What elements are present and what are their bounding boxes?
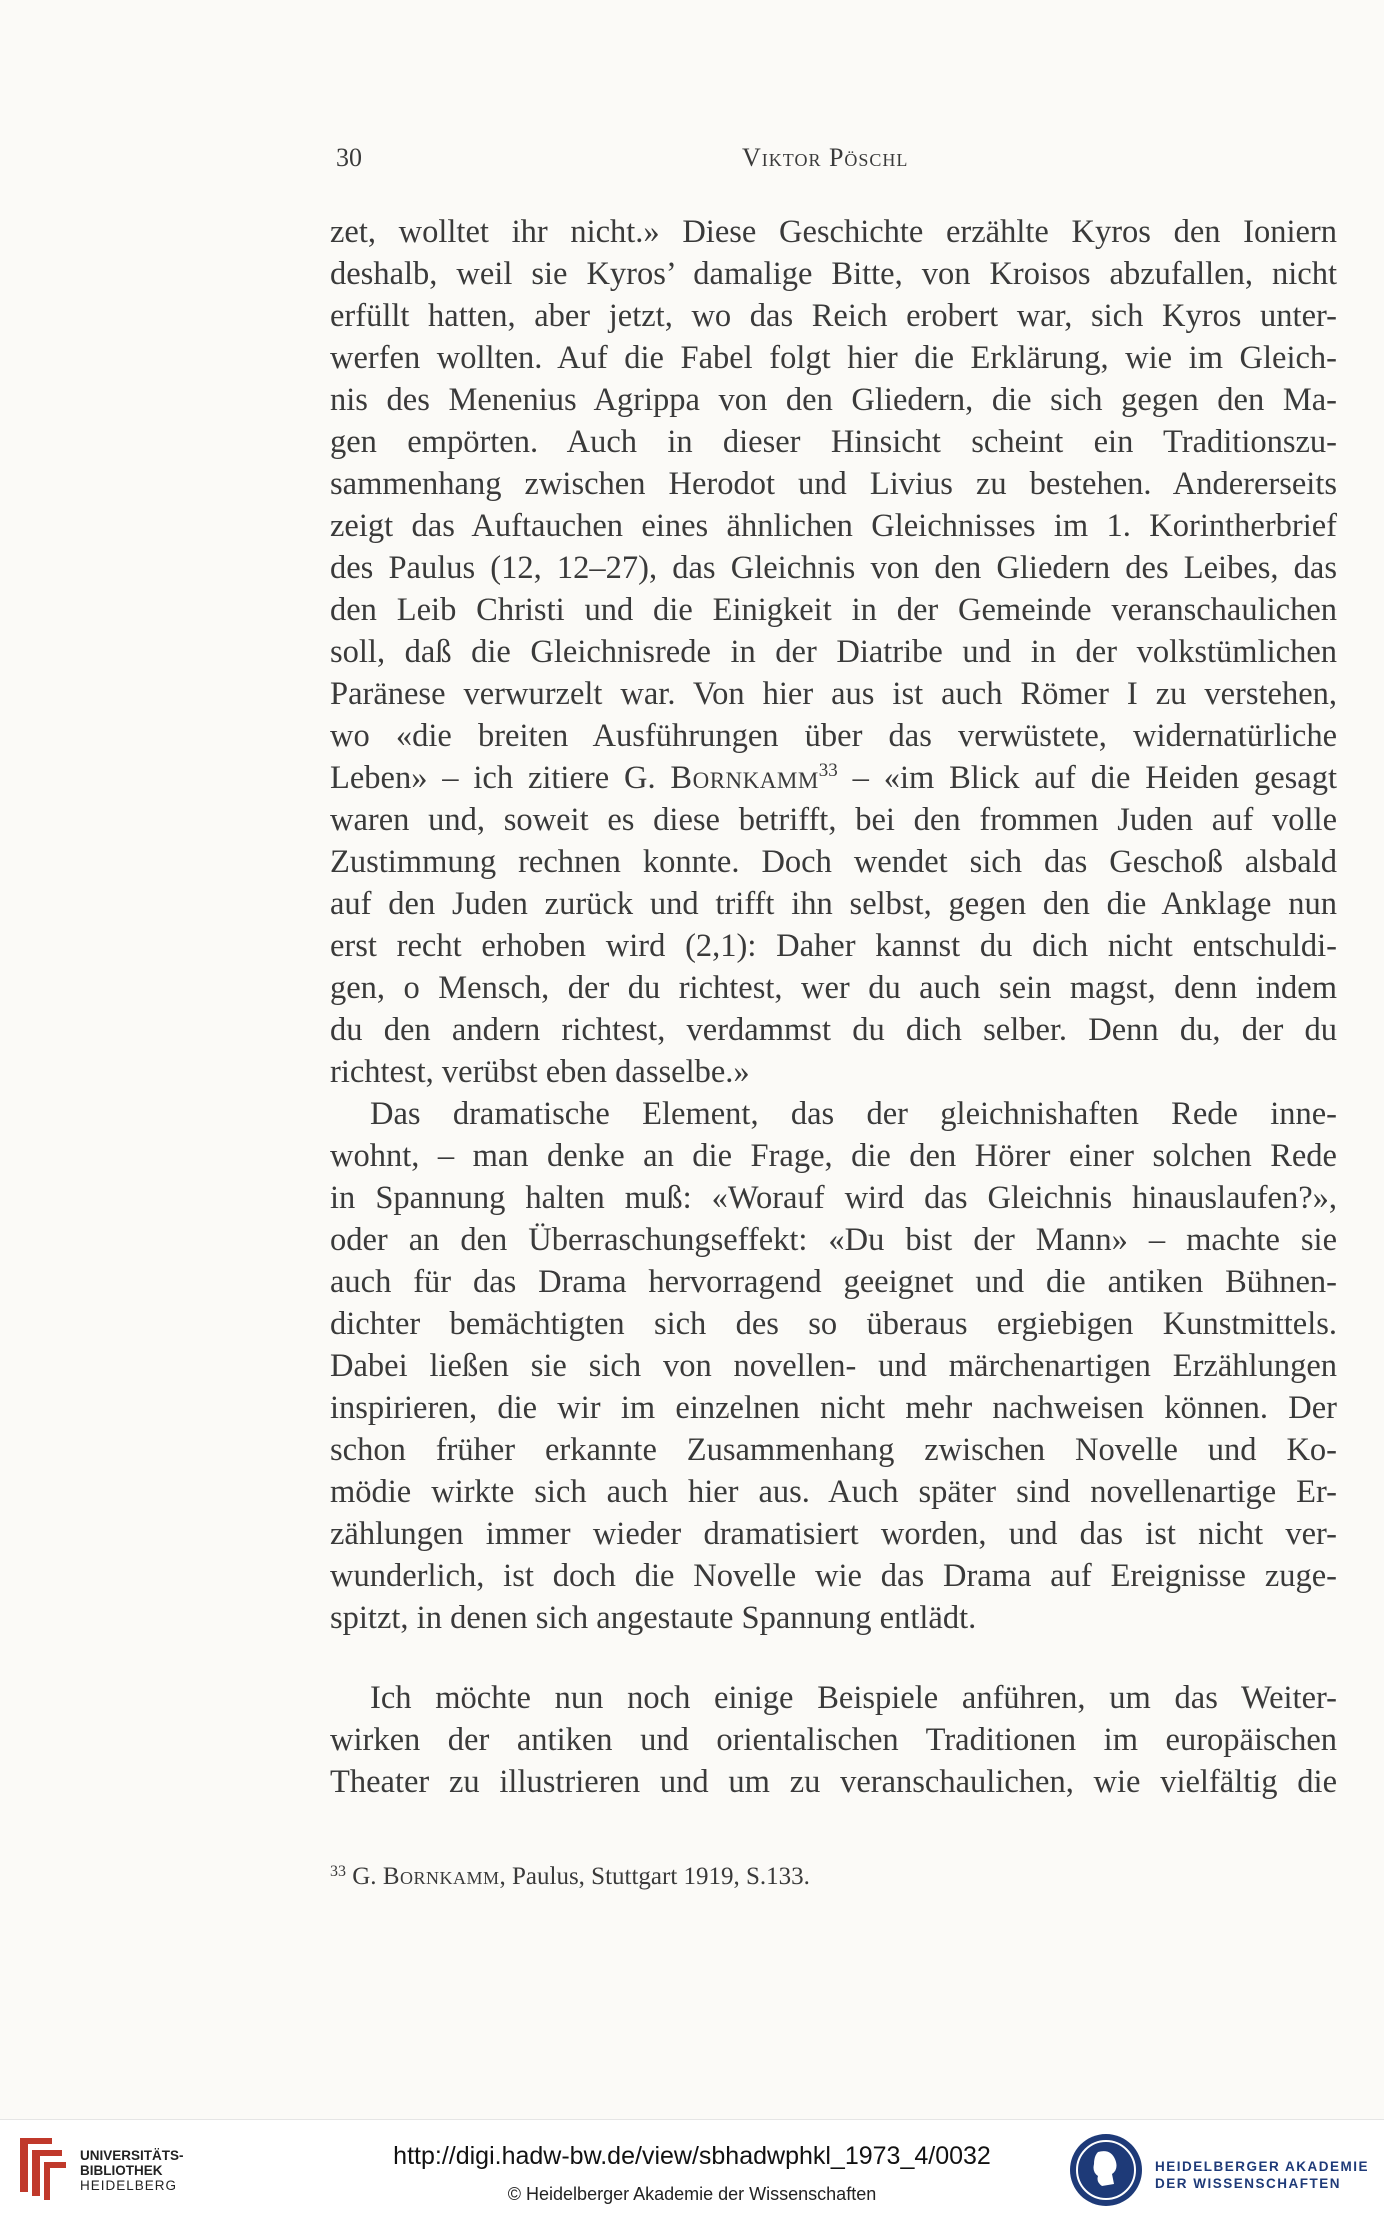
- library-name-line: UNIVERSITÄTS-: [80, 2148, 184, 2163]
- text-line: soll, daß die Gleichnisrede in der Diatribe und in der volkstümlichen: [330, 634, 1337, 670]
- paragraph-line: Das dramatische Element, das der gleichnishaften Rede inne-: [370, 1096, 1337, 1132]
- academy-seal-icon: [1068, 2132, 1144, 2208]
- text-line: des Paulus (12, 12–27), das Gleichnis von den Gliedern des Leibes, das: [330, 550, 1337, 586]
- copyright-notice: © Heidelberger Akademie der Wissenschaften: [507, 2184, 877, 2204]
- text-line: zeigt das Auftauchen eines ähnlichen Gleichnisses im 1. Korintherbrief: [330, 508, 1337, 544]
- paragraph-line: Theater zu illustrieren und um zu veranschaulichen, wie vielfältig die: [330, 1764, 1337, 1800]
- paragraph-line: wohnt, – man denke an die Frage, die den Hörer einer solchen Rede: [330, 1138, 1337, 1174]
- academy-name-line: DER WISSENSCHAFTEN: [1155, 2176, 1342, 2191]
- paragraph-line: mödie wirkte sich auch hier aus. Auch später sind novellenartige Er-: [330, 1474, 1337, 1510]
- footnote-initial: G.: [352, 1863, 383, 1890]
- text-line: gen, o Mensch, der du richtest, wer du auch sein magst, denn indem: [330, 970, 1337, 1006]
- text-line: wo «die breiten Ausführungen über das verwüstete, widernatürliche: [330, 718, 1337, 754]
- paragraph-line: wunderlich, ist doch die Novelle wie das Drama auf Ereignisse zuge-: [330, 1558, 1337, 1594]
- paragraph-line: oder an den Überraschungseffekt: «Du bist der Mann» – machte sie: [330, 1222, 1337, 1258]
- main-text: [330, 211, 1337, 1639]
- text-line: erst recht erhoben wird (2,1): Daher kannst du dich nicht entschuldi-: [330, 928, 1337, 964]
- text-line: erfüllt hatten, aber jetzt, wo das Reich erobert war, sich Kyros unter-: [330, 298, 1337, 334]
- text-line: den Leib Christi und die Einigkeit in der Gemeinde veranschaulichen: [330, 592, 1337, 628]
- footnote-reference: 33: [818, 760, 838, 781]
- text-segment: Leben» – ich zitiere G.: [330, 760, 671, 796]
- paragraph-line: schon früher erkannte Zusammenhang zwischen Novelle und Ko-: [330, 1432, 1337, 1468]
- text-line: deshalb, weil sie Kyros’ damalige Bitte, von Kroisos abzufallen, nicht: [330, 256, 1337, 292]
- final-paragraph: [330, 1677, 1337, 1803]
- text-line: du den andern richtest, verdammst du dich selber. Denn du, der du: [330, 1012, 1337, 1048]
- text-line: waren und, soweit es diese betrifft, bei den frommen Juden auf volle: [330, 802, 1337, 838]
- text-line: gen empörten. Auch in dieser Hinsicht scheint ein Traditionszu-: [330, 424, 1337, 460]
- page-number: 30: [336, 143, 362, 172]
- paragraph-line: Ich möchte nun noch einige Beispiele anführen, um das Weiter-: [370, 1680, 1337, 1716]
- academy-name-line: HEIDELBERGER AKADEMIE: [1155, 2159, 1370, 2174]
- text-line: zet, wolltet ihr nicht.» Diese Geschichte erzählte Kyros den Ioniern: [330, 214, 1337, 250]
- permalink-url[interactable]: http://digi.hadw-bw.de/view/sbhadwphkl_1973_4/0032: [393, 2142, 991, 2170]
- library-name-line: BIBLIOTHEK: [80, 2163, 163, 2178]
- paragraph-line: spitzt, in denen sich angestaute Spannung entlädt.: [330, 1600, 977, 1636]
- paragraph-line: wirken der antiken und orientalischen Traditionen im europäischen: [330, 1722, 1337, 1758]
- text-line: werfen wollten. Auf die Fabel folgt hier die Erklärung, wie im Gleich-: [330, 340, 1337, 376]
- text-line: Paränese verwurzelt war. Von hier aus ist auch Römer I zu verstehen,: [330, 676, 1337, 712]
- text-line-bornkamm: [330, 757, 1337, 799]
- footer-bar: [0, 2119, 1384, 2220]
- footnote: [330, 1860, 810, 1894]
- text-line: sammenhang zwischen Herodot und Livius zu bestehen. Andererseits: [330, 466, 1337, 502]
- footnote-text: , Paulus, Stuttgart 1919, S.133.: [499, 1863, 810, 1890]
- paragraph-line: auch für das Drama hervorragend geeignet und die antiken Bühnen-: [330, 1264, 1337, 1300]
- text-line: richtest, verübst eben dasselbe.»: [330, 1054, 750, 1090]
- text-line: Zustimmung rechnen konnte. Doch wendet sich das Geschoß alsbald: [330, 844, 1337, 880]
- text-line: auf den Juden zurück und trifft ihn selbst, gegen den die Anklage nun: [330, 886, 1337, 922]
- author-name: Bornkamm: [670, 760, 819, 796]
- academy-name: [1155, 2158, 1369, 2192]
- paragraph-line: Dabei ließen sie sich von novellen- und märchenartigen Erzählungen: [330, 1348, 1337, 1384]
- footnote-number: 33: [330, 1863, 346, 1880]
- text-segment: – «im Blick auf die Heiden gesagt: [837, 760, 1337, 796]
- running-head: Viktor Pöschl: [742, 143, 909, 172]
- text-line: nis des Menenius Agrippa von den Gliedern, die sich gegen den Ma-: [330, 382, 1337, 418]
- paragraph-line: in Spannung halten muß: «Worauf wird das Gleichnis hinauslaufen?»,: [330, 1180, 1337, 1216]
- paragraph-line: inspirieren, die wir im einzelnen nicht mehr nachweisen können. Der: [330, 1390, 1337, 1426]
- footnote-author: Bornkamm: [382, 1863, 500, 1890]
- paragraph-line: dichter bemächtigten sich des so überaus ergiebigen Kunstmittels.: [330, 1306, 1337, 1342]
- library-city: HEIDELBERG: [80, 2178, 178, 2193]
- paragraph-line: zählungen immer wieder dramatisiert worden, und das ist nicht ver-: [330, 1516, 1337, 1552]
